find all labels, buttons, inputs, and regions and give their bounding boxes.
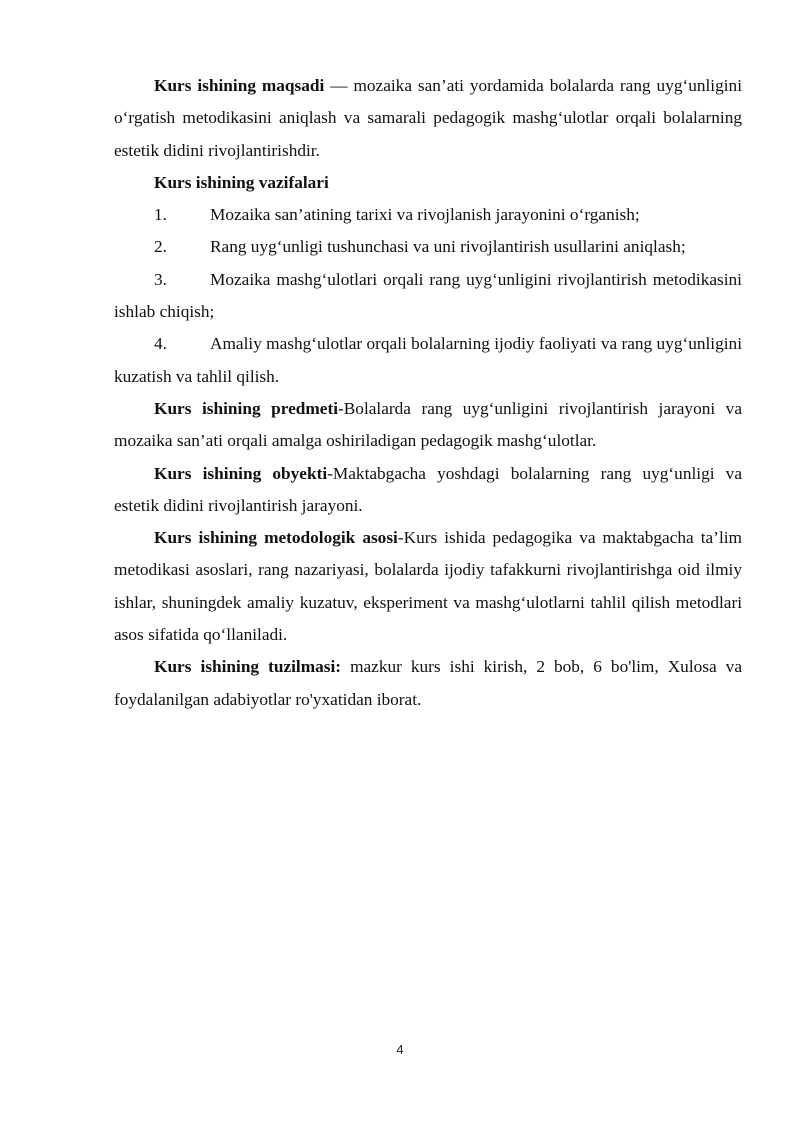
obyekti-text: -Maktabgacha yoshdagi bolalarning rang uyg‘unligi va estetik didini rivojlantirish jarayoni.: [114, 463, 742, 515]
vazifa-number: 4.: [154, 334, 167, 354]
vazifa-item-1: [114, 199, 742, 231]
vazifa-text: Amaliy mashg‘ulotlar orqali bolalarning ijodiy faoliyati va rang uyg‘unligini kuzatish va tahlil qilish.: [114, 334, 742, 386]
vazifa-number: 2.: [154, 237, 167, 257]
vazifa-text: Mozaika mashg‘ulotlari orqali rang uyg‘unligini rivojlantirish metodikasini ishlab chiqish;: [114, 269, 742, 322]
vazifa-number: 1.: [154, 205, 167, 225]
predmeti-text: -Bolalarda rang uyg‘unligini rivojlantirish jarayoni va mozaika san’ati orqali amalga oshiriladigan pedagogik mashg‘ulotlar.: [114, 398, 742, 451]
document-page: [114, 70, 742, 716]
tuzilmasi-label: Kurs ishining tuzilmasi:: [154, 657, 342, 677]
predmeti-paragraph: [114, 393, 742, 458]
vazifa-item-3: [114, 264, 742, 329]
maqsad-paragraph: [114, 70, 742, 167]
vazifa-item-2: [114, 231, 742, 263]
maqsad-label: Kurs ishining maqsadi: [154, 76, 325, 95]
vazifalar-heading: Kurs ishining vazifalari: [154, 172, 329, 192]
obyekti-label: Kurs ishining obyekti: [154, 463, 328, 483]
vazifa-text: Mozaika san’atining tarixi va rivojlanish jarayonini o‘rganish;: [210, 205, 640, 225]
metodologik-text: -Kurs ishida pedagogika va maktabgacha ta’lim metodikasi asoslari, rang nazariyasi, bolalarda ijodiy tafakkurni rivojlantirishga oid ilmiy ishlar, shuningdek amaliy kuzatuv, eksperiment va mashg‘ulotlarni tahlil qilish metodlari asos sifatida qo‘llaniladi.: [114, 528, 742, 645]
page-number: 4: [396, 1042, 404, 1057]
vazifa-text: Rang uyg‘unligi tushunchasi va uni rivojlantirish usullarini aniqlash;: [210, 237, 686, 257]
obyekti-paragraph: [114, 458, 742, 523]
metodologik-label: Kurs ishining metodologik asosi: [154, 528, 398, 548]
vazifa-item-4: [114, 328, 742, 393]
tuzilmasi-text: mazkur kurs ishi kirish, 2 bob, 6 bo'lim, Xulosa va foydalanilgan adabiyotlar ro'yxatidan iborat.: [114, 657, 742, 709]
predmeti-label: Kurs ishining predmeti: [154, 398, 339, 418]
vazifa-number: 3.: [154, 269, 167, 289]
tuzilmasi-paragraph: [114, 651, 742, 716]
maqsad-text: — mozaika san’ati yordamida bolalarda rang uyg‘unligini o‘rgatish metodikasini aniqlash va samarali pedagogik mashg‘ulotlar orqali bolalarning estetik didini rivojlantirishdir.: [114, 76, 742, 160]
metodologik-paragraph: [114, 522, 742, 651]
